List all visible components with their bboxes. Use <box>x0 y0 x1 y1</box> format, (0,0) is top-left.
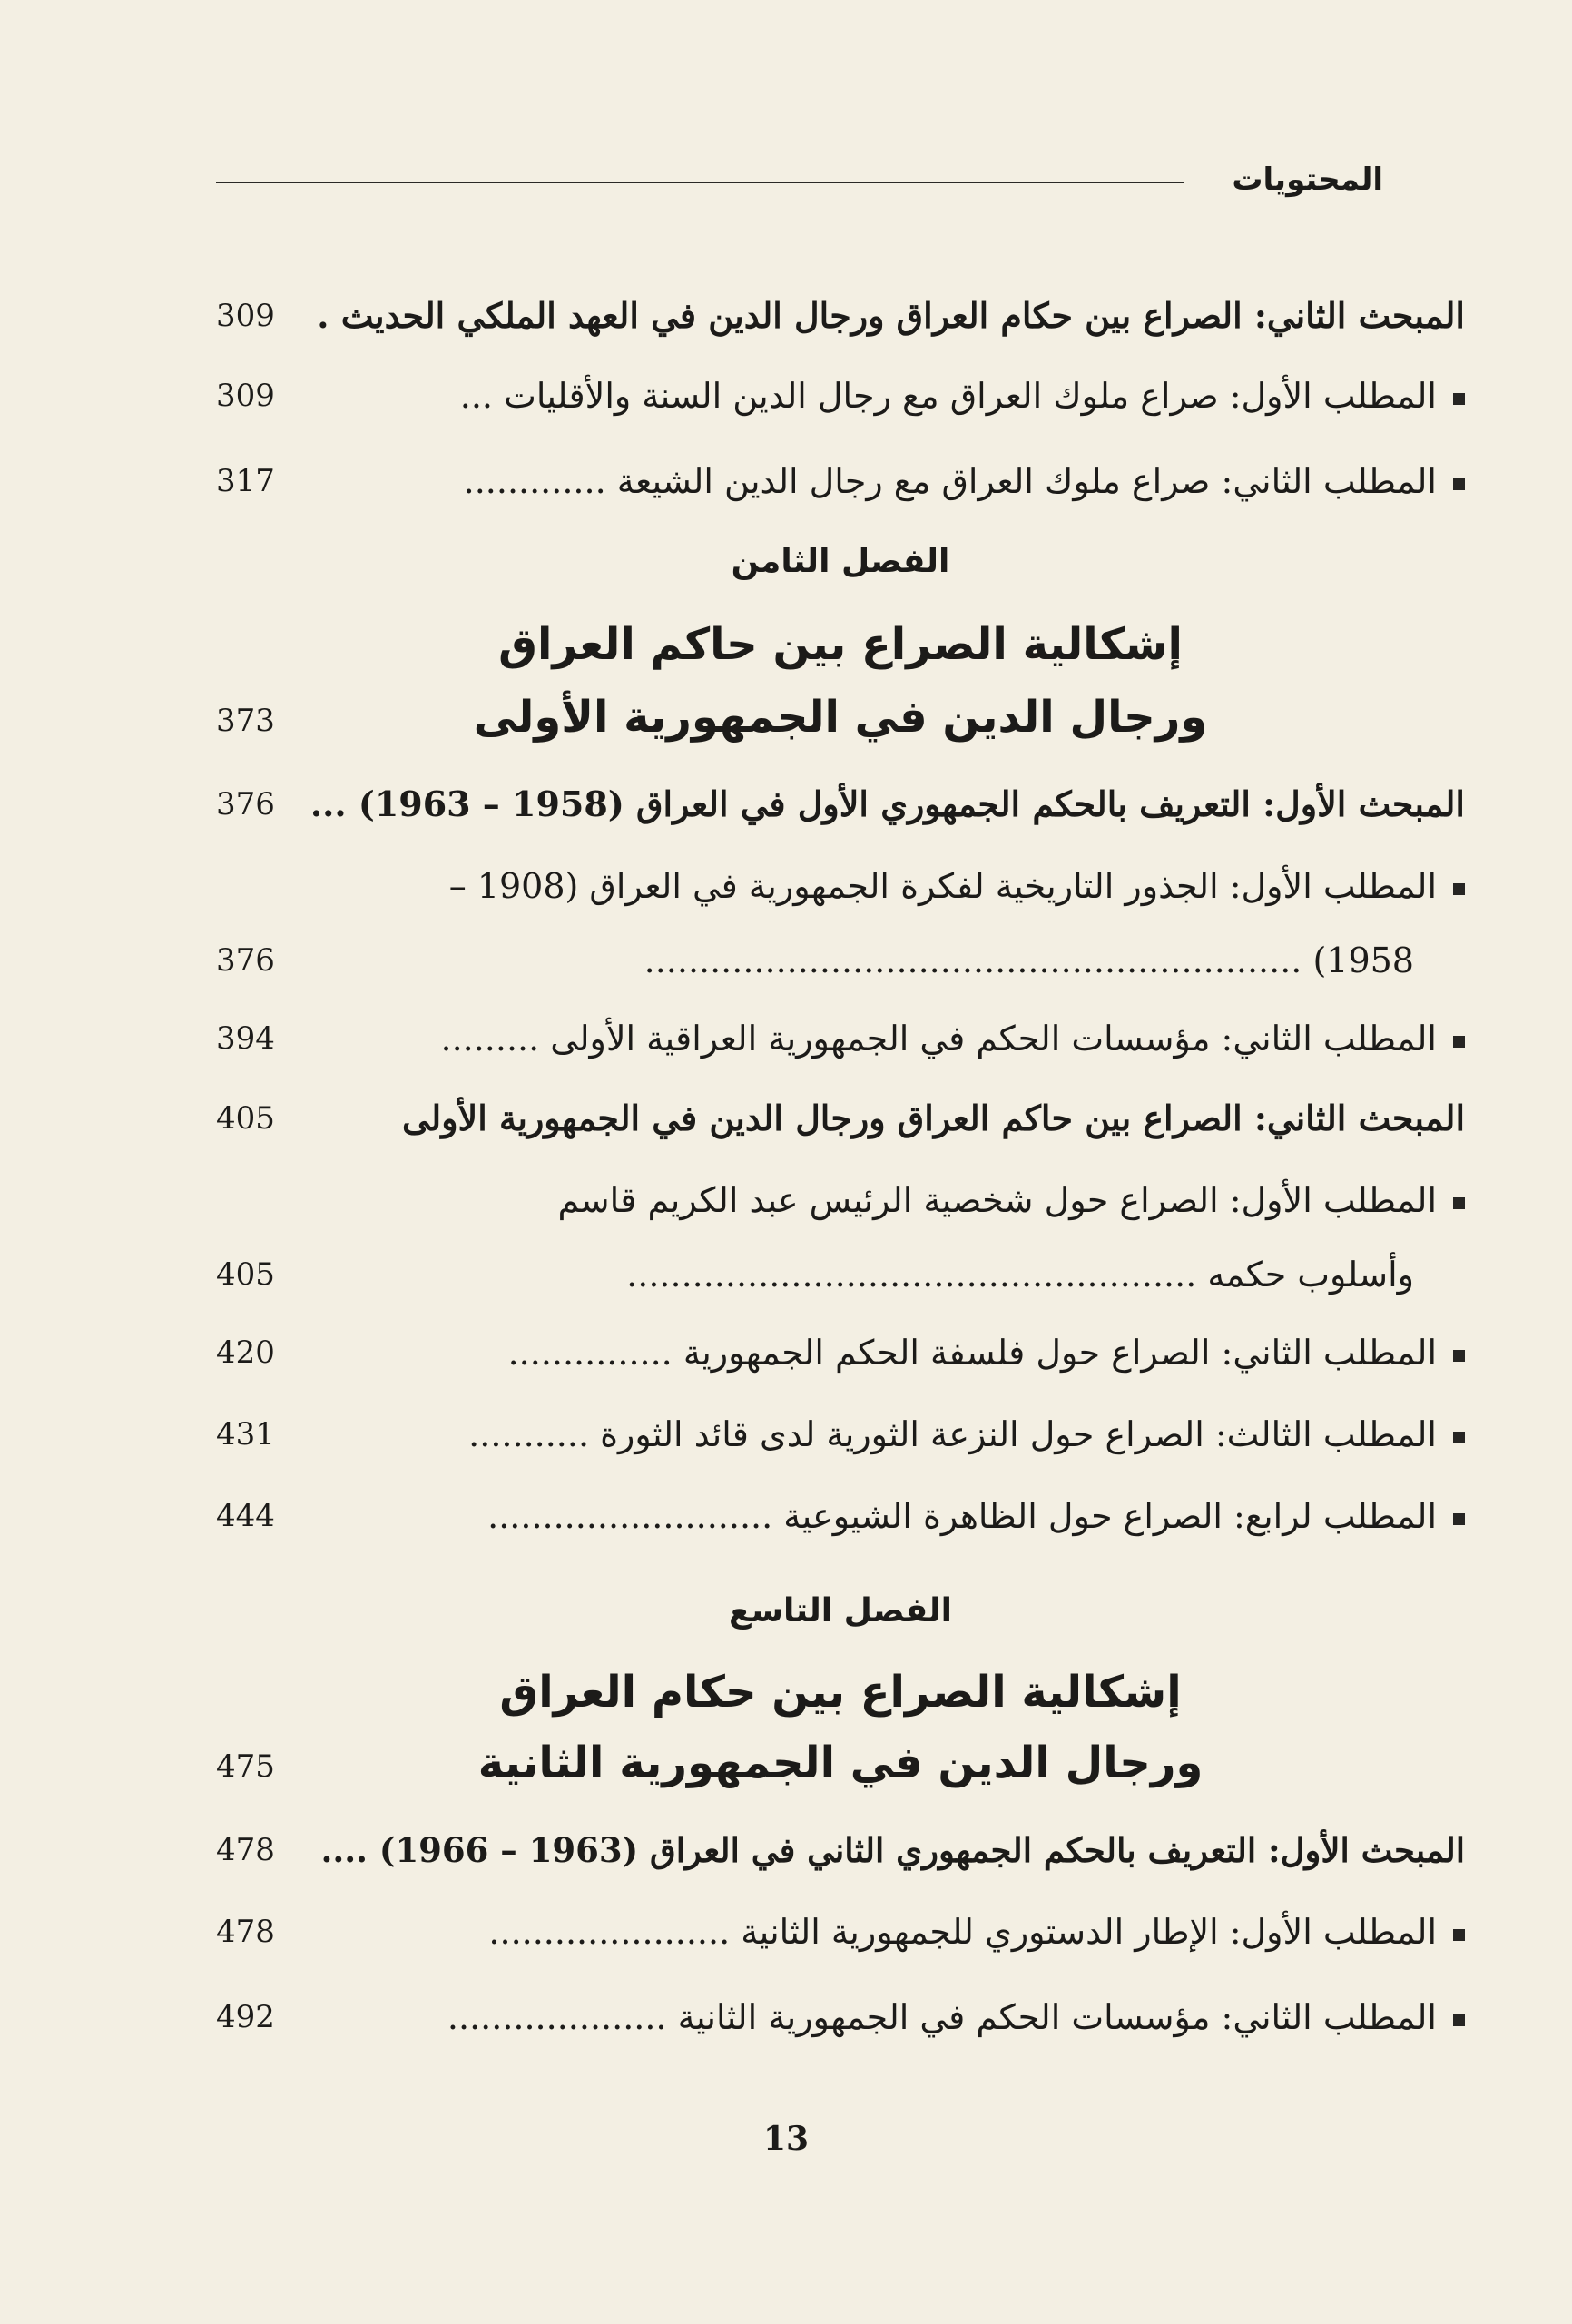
entry-text: المطلب الثاني: مؤسسات الحكم في الجمهورية الثانية .................... <box>447 1997 1437 2037</box>
chapter-title-line2: ورجال الدين في الجمهورية الثانية <box>477 1738 1204 1788</box>
entry-page: 394 <box>216 1020 275 1057</box>
toc-entry-section <box>216 1093 1465 1144</box>
header-rule <box>216 182 1184 183</box>
entry-page: 376 <box>216 786 275 822</box>
chapter-page <box>216 1741 1465 1792</box>
toc-entry-continuation <box>216 1249 1465 1300</box>
toc-entry-subsection <box>216 1992 1465 2043</box>
entry-text: المبحث الثاني: الصراع بين حكام العراق ورجال الدين في العهد الملكي الحديث . <box>317 295 1465 336</box>
entry-text: المطلب الأول: الصراع حول شخصية الرئيس عبد الكريم قاسم <box>557 1180 1437 1220</box>
square-bullet-icon <box>1453 1350 1465 1362</box>
toc-entry-subsection <box>216 456 1465 507</box>
entry-page: 478 <box>216 1914 275 1950</box>
page-number: 13 <box>762 2120 810 2158</box>
entry-page: 420 <box>216 1334 275 1371</box>
entry-page: 309 <box>216 298 275 334</box>
square-bullet-icon <box>1453 478 1465 490</box>
entry-text: المطلب الثاني: الصراع حول فلسفة الحكم الجمهورية ............... <box>507 1333 1437 1373</box>
entry-page: 444 <box>216 1498 275 1534</box>
entry-page: 317 <box>216 463 275 499</box>
chapter-label: الفصل التاسع <box>729 1592 952 1630</box>
entry-page: 405 <box>216 1100 275 1137</box>
toc-entry-subsection <box>216 1327 1465 1378</box>
square-bullet-icon <box>1453 1036 1465 1048</box>
entry-text: المطلب الثالث: الصراع حول النزعة الثورية لدى قائد الثورة ........... <box>468 1414 1437 1454</box>
entry-text: المطلب الثاني: صراع ملوك العراق مع رجال الدين الشيعة ............. <box>463 461 1437 501</box>
chapter-title-line1: إشكالية الصراع بين حاكم العراق <box>498 619 1183 670</box>
entry-page: 431 <box>216 1416 275 1452</box>
square-bullet-icon <box>1453 1513 1465 1525</box>
toc-entry-section <box>216 290 1465 341</box>
chapter-title-line2: ورجال الدين في الجمهورية الأولى <box>473 692 1208 743</box>
toc-entry-subsection <box>216 1013 1465 1064</box>
entry-text: المطلب الأول: صراع ملوك العراق مع رجال الدين السنة والأقليات ... <box>459 376 1437 416</box>
toc-entry-subsection <box>216 1906 1465 1957</box>
toc-entry-continuation <box>216 935 1465 986</box>
toc-entry-subsection <box>216 1491 1465 1541</box>
toc-entry-section <box>216 1825 1465 1876</box>
entry-page: 373 <box>216 703 275 739</box>
square-bullet-icon <box>1453 1929 1465 1941</box>
chapter-label: الفصل الثامن <box>731 543 950 580</box>
square-bullet-icon <box>1453 2014 1465 2026</box>
entry-page: 492 <box>216 1999 275 2035</box>
entry-page: 475 <box>216 1748 275 1785</box>
entry-text: المطلب الأول: الجذور التاريخية لفكرة الجمهورية في العراق (1908 – <box>448 866 1437 906</box>
entry-text: المبحث الأول: التعريف بالحكم الجمهوري الثاني في العراق (1963 – 1966) .... <box>320 1830 1465 1870</box>
entry-text: المطلب الثاني: مؤسسات الحكم في الجمهورية العراقية الأولى ......... <box>440 1019 1437 1059</box>
toc-entry-subsection <box>216 1409 1465 1460</box>
square-bullet-icon <box>1453 883 1465 895</box>
toc-entry-section <box>216 779 1465 830</box>
entry-page: 478 <box>216 1832 275 1868</box>
entry-text: المطلب الأول: الإطار الدستوري للجمهورية الثانية ...................... <box>488 1912 1437 1952</box>
entry-text: وأسلوب حكمه .................................................... <box>626 1255 1414 1295</box>
entry-page: 376 <box>216 942 275 979</box>
running-header <box>216 162 1465 207</box>
entry-page: 405 <box>216 1256 275 1293</box>
header-title: المحتويات <box>1232 162 1383 198</box>
entry-page: 309 <box>216 378 275 414</box>
toc-entry-subsection <box>216 370 1465 421</box>
square-bullet-icon <box>1453 393 1465 405</box>
toc-entry-subsection <box>216 861 1465 911</box>
chapter-title-line1: إشكالية الصراع بين حكام العراق <box>499 1667 1182 1718</box>
square-bullet-icon <box>1453 1432 1465 1443</box>
chapter-page <box>216 695 1465 746</box>
entry-text: المبحث الثاني: الصراع بين حاكم العراق ورجال الدين في الجمهورية الأولى <box>401 1098 1465 1138</box>
toc-entry-subsection <box>216 1175 1465 1226</box>
entry-text: 1958) ............................................................ <box>644 940 1414 980</box>
square-bullet-icon <box>1453 1197 1465 1209</box>
entry-text: المبحث الأول: التعريف بالحكم الجمهوري الأول في العراق (1958 – 1963) ... <box>309 783 1465 824</box>
entry-text: المطلب لرابع: الصراع حول الظاهرة الشيوعية .......................... <box>487 1496 1437 1536</box>
